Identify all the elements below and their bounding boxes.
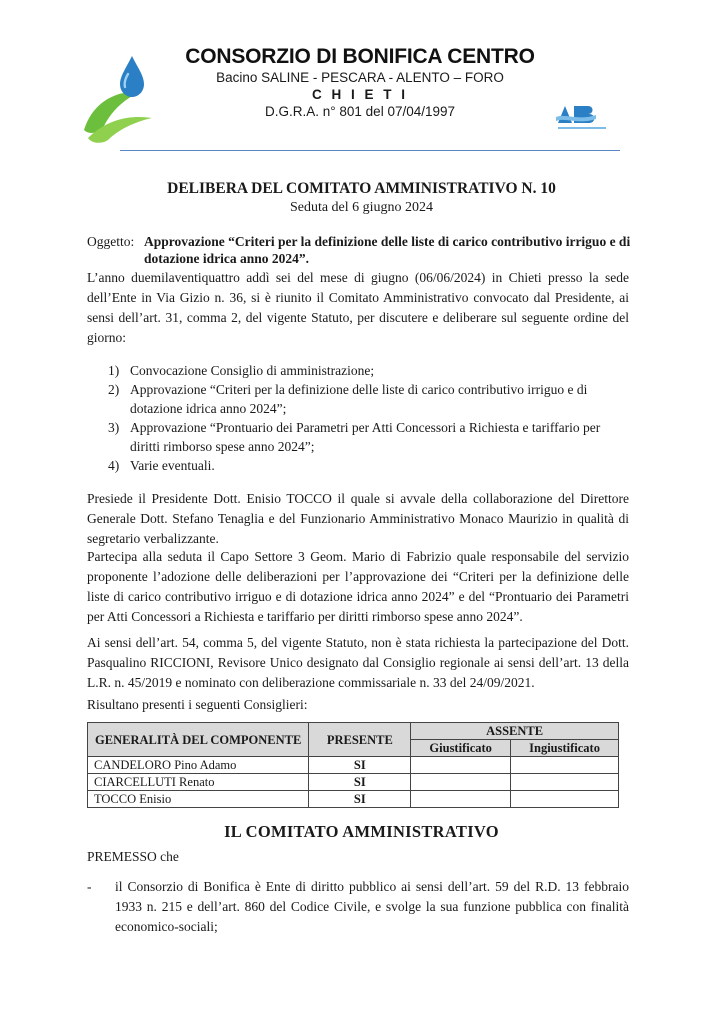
table-row: [88, 774, 619, 791]
bullet-marker: -: [87, 879, 92, 894]
agenda-number: 3): [108, 420, 120, 435]
agenda-text: Approvazione “Criteri per la definizione delle liste di carico contributivo irriguo e di dotazione idrica anno 2024”;: [130, 382, 588, 416]
unjustified-cell: [511, 757, 619, 774]
subject-block: [87, 233, 632, 267]
basin-line: Bacino SALINE - PESCARA - ALENTO – FORO: [216, 70, 504, 85]
present-intro: Risultano presenti i seguenti Consiglieri:: [87, 697, 308, 712]
agenda-number: 4): [108, 458, 120, 473]
column-header-present: PRESENTE: [309, 723, 411, 757]
column-header-absent: ASSENTE: [411, 723, 619, 740]
column-header-member: GENERALITÀ DEL COMPONENTE: [88, 723, 309, 757]
header-divider: [120, 150, 620, 151]
participates-paragraph: Partecipa alla seduta il Capo Settore 3 Geom. Mario di Fabrizio quale responsabile del servizio proponente l’adozione delle deliberazioni per l’approvazione dei “Criteri per la definizione delle liste di carico contributivo irriguo e di dotazione idrica anno 2024” e del “Prontuario dei Parametri per Atti Concessori a Richiesta e tariffario per diritti rimborso spese anno 2024”.: [87, 549, 629, 624]
agenda-number: 1): [108, 363, 120, 378]
unjustified-cell: [511, 774, 619, 791]
anbi-logo: [556, 103, 608, 133]
intro-paragraph: L’anno duemilaventiquattro addì sei del mese di giugno (06/06/2024) in Chieti presso la sede dell’Ente in Via Gizio n. 36, si è riunito il Comitato Amministrativo convocato dal Presidente, ai sensi dell’art. 31, comma 2, del vigente Statuto, per discutere e deliberare sul seguente ordine del giorno:: [87, 270, 629, 345]
dgra-line: D.G.R.A. n° 801 del 07/04/1997: [264, 104, 456, 119]
justified-cell: [411, 791, 511, 808]
agenda-item: [108, 380, 628, 418]
justified-cell: [411, 757, 511, 774]
document-title: DELIBERA DEL COMITATO AMMINISTRATIVO N. 10: [167, 180, 556, 197]
agenda-list: [108, 361, 628, 475]
present-cell: SI: [309, 791, 411, 808]
bullet-text: il Consorzio di Bonifica è Ente di diritto pubblico ai sensi dell’art. 59 del R.D. 13 febbraio 1933 n. 215 e dell’art. 860 del Codice Civile, e svolge la sua funzione pubblica con finalità economico-sociali;: [115, 879, 629, 934]
table-row: [88, 791, 619, 808]
justified-cell: [411, 774, 511, 791]
present-cell: SI: [309, 757, 411, 774]
unjustified-cell: [511, 791, 619, 808]
member-name: CIARCELLUTI Renato: [88, 774, 309, 791]
section-heading: IL COMITATO AMMINISTRATIVO: [224, 822, 499, 841]
present-cell: SI: [309, 774, 411, 791]
member-name: CANDELORO Pino Adamo: [88, 757, 309, 774]
agenda-item: [108, 361, 628, 380]
agenda-number: 2): [108, 382, 120, 397]
attendance-table: [87, 722, 619, 808]
premesso-label: PREMESSO che: [87, 849, 179, 864]
member-name: TOCCO Enisio: [88, 791, 309, 808]
list-item: [87, 877, 629, 937]
org-name: CONSORZIO DI BONIFICA CENTRO: [185, 45, 535, 68]
agenda-text: Varie eventuali.: [130, 458, 215, 473]
agenda-text: Convocazione Consiglio di amministrazione;: [130, 363, 375, 378]
subject-label: Oggetto:: [87, 234, 135, 249]
auditor-paragraph: Ai sensi dell’art. 54, comma 5, del vigente Statuto, non è stata richiesta la partecipazione del Dott. Pasqualino RICCIONI, Revisore Unico designato dal Consiglio regionale ai sensi dell’art. 13 della L.R. n. 45/2019 e nominato con deliberazione commissariale n. 33 del 24/09/2021.: [87, 635, 629, 690]
city-line: C H I E T I: [311, 87, 408, 102]
column-header-justified: Giustificato: [411, 740, 511, 757]
column-header-unjustified: Ingiustificato: [511, 740, 619, 757]
agenda-item: [108, 456, 628, 475]
table-row: [88, 757, 619, 774]
presides-paragraph: Presiede il Presidente Dott. Enisio TOCCO il quale si avvale della collaborazione del Direttore Generale Dott. Stefano Tenaglia e del Funzionario Amministrativo Monaco Maurizio in qualità di segretario verbalizzante.: [87, 491, 629, 546]
subject-text: Approvazione “Criteri per la definizione delle liste di carico contributivo irriguo e di dotazione idrica anno 2024”.: [144, 234, 631, 266]
session-date: Seduta del 6 giugno 2024: [289, 200, 434, 215]
agenda-item: [108, 418, 628, 456]
agenda-text: Approvazione “Prontuario dei Parametri per Atti Concessori a Richiesta e tariffario per diritti rimborso spese anno 2024”;: [130, 420, 601, 454]
